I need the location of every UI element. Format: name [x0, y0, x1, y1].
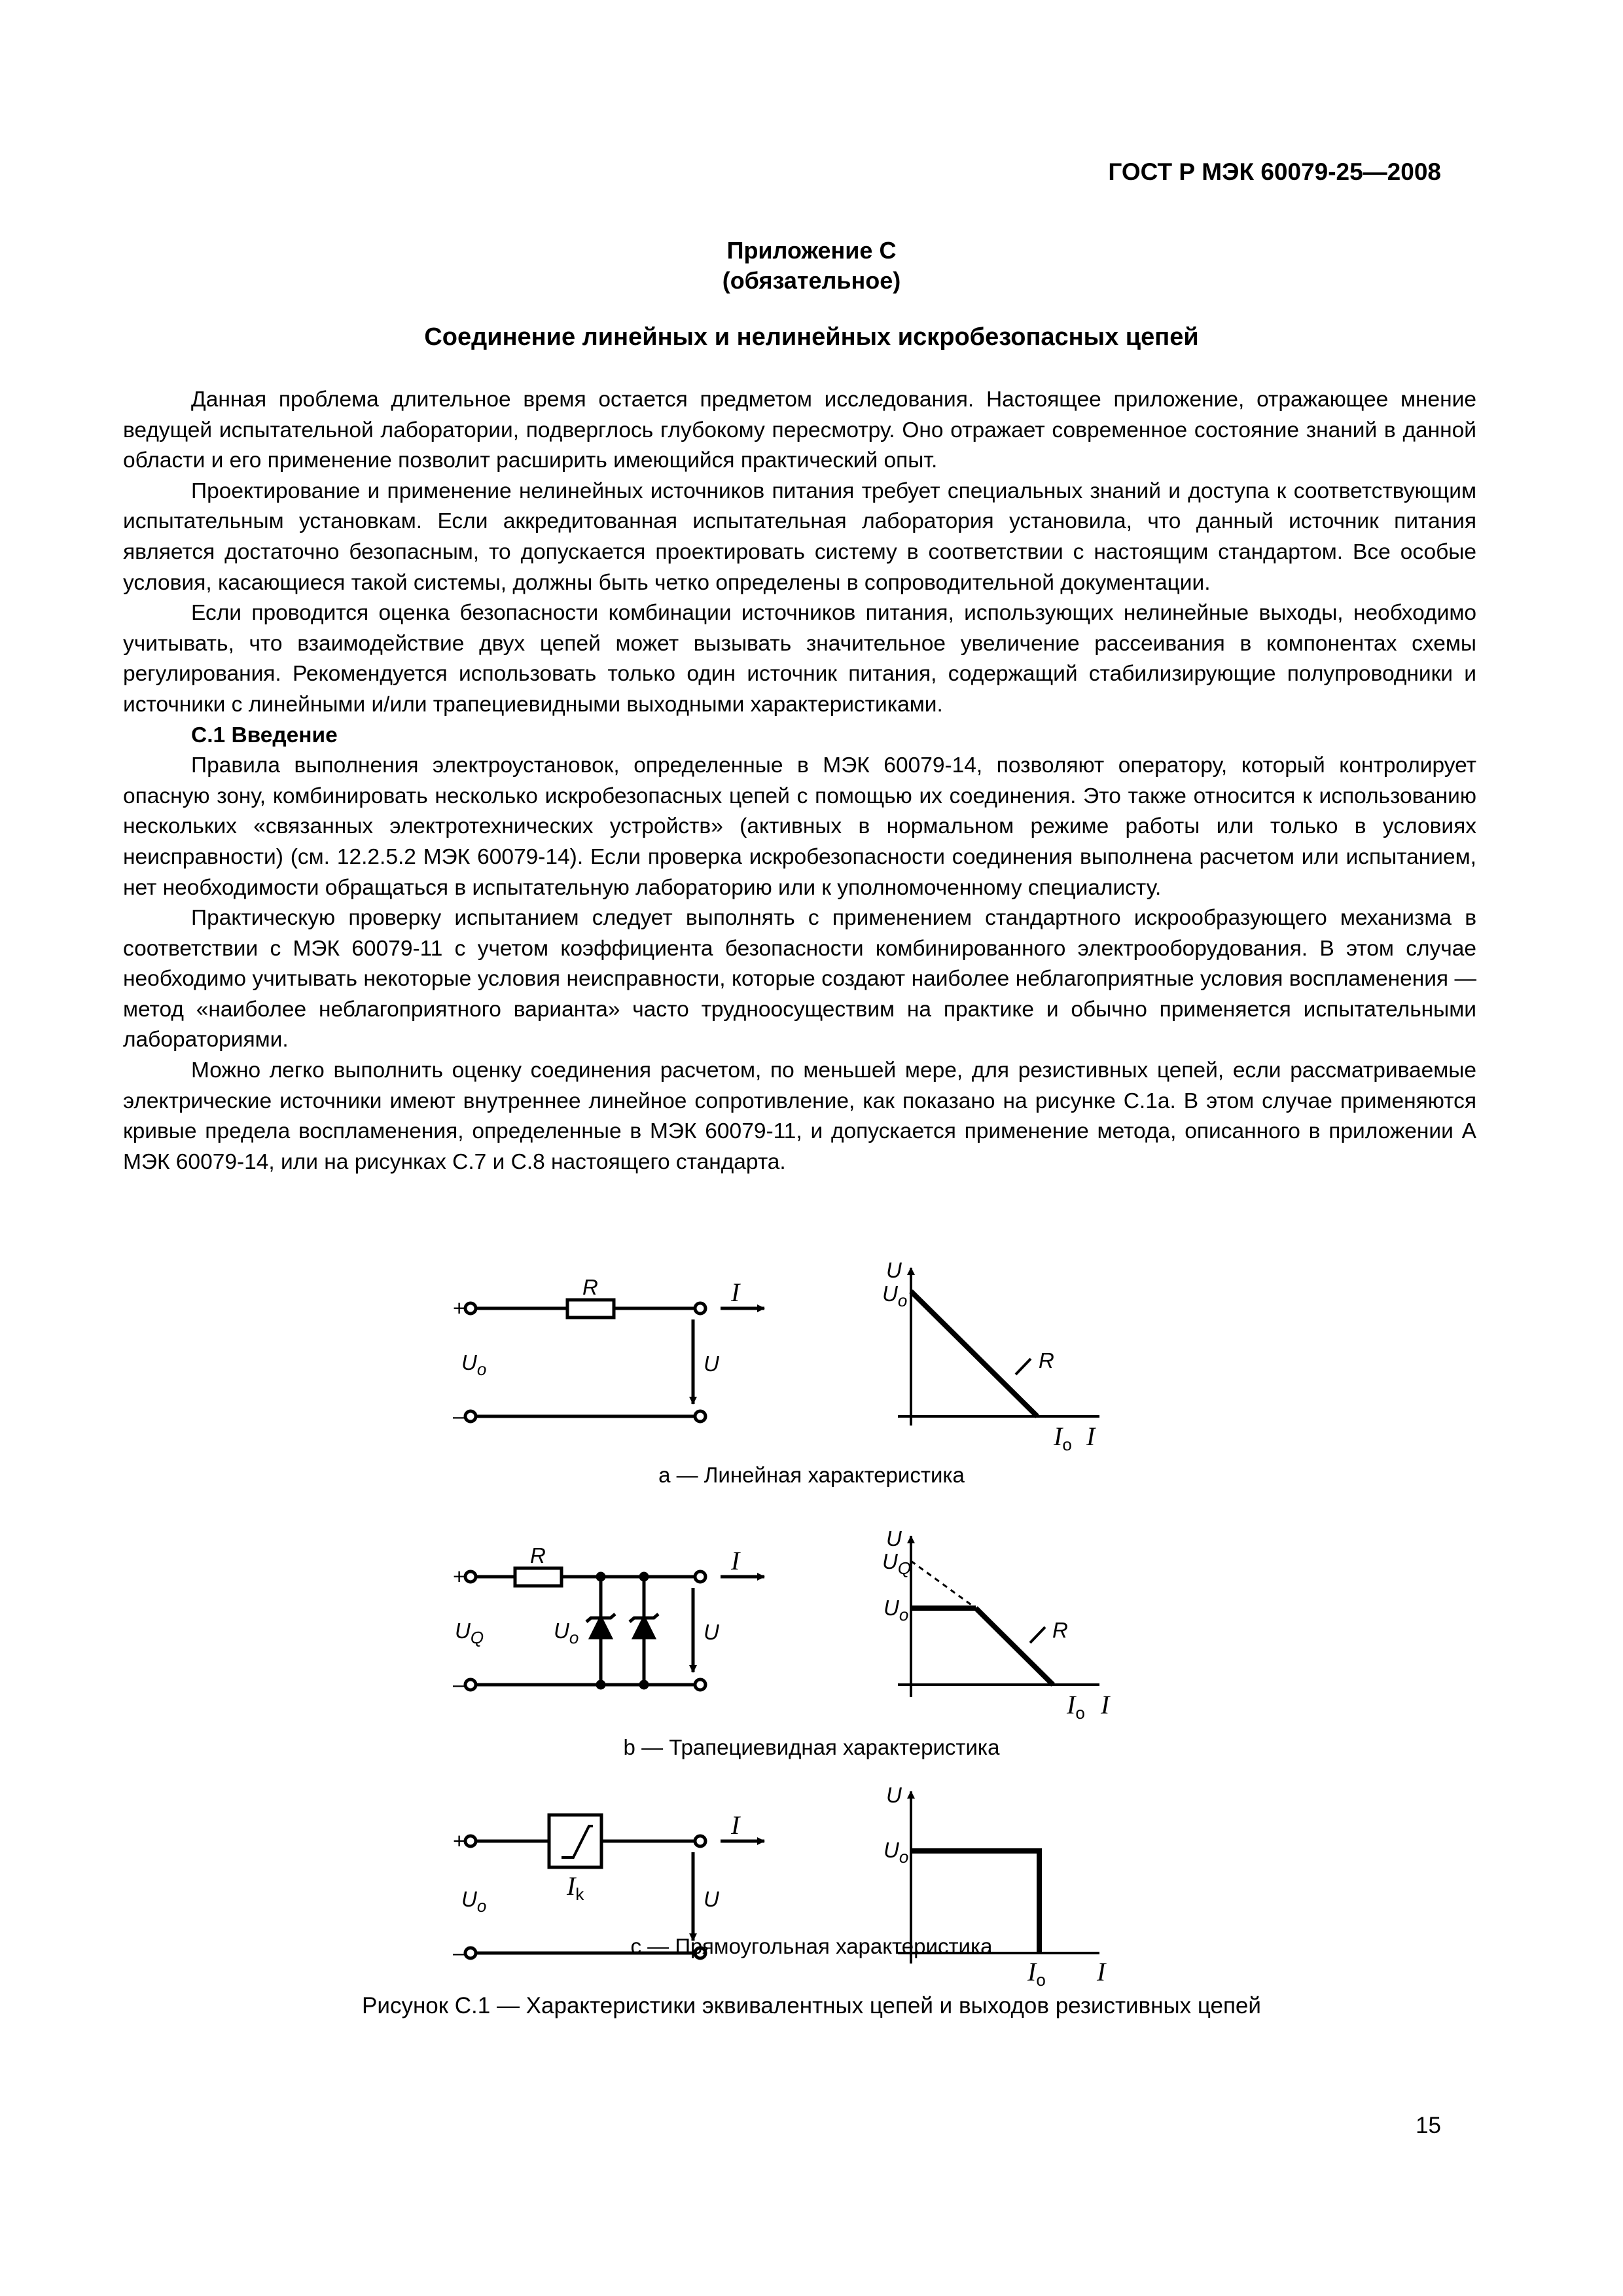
r-line-label: R	[1039, 1348, 1054, 1372]
r-line-label: R	[1052, 1618, 1068, 1642]
caption-a: а — Линейная характеристика	[658, 1463, 965, 1487]
paragraph: Практическую проверку испытанием следует выполнять с применением стандартного искрообразующего механизма в соответствии с МЭК 60079-11 с учетом коэффициента безопасности комбинированного электрооборудования. В этом случае необходимо учитывать некоторые условия неисправности, которые создают наиболее неблагоприятные условия воспламенения — метод «наиболее неблагоприятного варианта» часто трудноосуществим на практике и обычно применяется испытательными лабораториями.	[123, 906, 1476, 1052]
resistor-symbol	[515, 1568, 562, 1586]
paragraph: Можно легко выполнить оценку соединения расчетом, по меньшей мере, для резистивных цепей, если рассматриваемые электрические источники имеют внутреннее линейное сопротивление, как показано на рисунке С.1а. В этом случае применяются кривые предела воспламенения, определенные в МЭК 60079-11, и допускается применение метода, описанного в приложении А МЭК 60079-14, или на рисунках С.7 и С.8 настоящего стандарта.	[123, 1058, 1476, 1174]
paragraph: Если проводится оценка безопасности комбинации источников питания, использующих нелинейные выходы, необходимо учитывать, что взаимодействие двух цепей может вызывать значительное увеличение рассеивания в компонентах схемы регулирования. Рекомендуется использовать только один источник питания, содержащий стабилизирующие полупроводники и источники с линейными и/или трапециевидными выходными характеристиками.	[123, 601, 1476, 717]
appendix-status: (обязательное)	[722, 267, 901, 294]
minus-terminal-label: –	[453, 1941, 465, 1965]
circuit-a-labels	[453, 1275, 741, 1428]
appendix-title: Соединение линейных и нелинейных искробезопасных цепей	[424, 323, 1199, 351]
plus-terminal-label: +	[453, 1296, 466, 1320]
u-axis-label: U	[886, 1258, 902, 1282]
plus-terminal-label: +	[453, 1829, 466, 1853]
u-axis-label: U	[886, 1783, 902, 1807]
i-axis-label: I	[1101, 1690, 1110, 1719]
uo-tick-label: $U_o$	[882, 1282, 908, 1310]
zener-voltage-label: $U_o$	[554, 1619, 579, 1647]
chart-b-trapezoidal	[898, 1536, 1099, 1697]
chart-a-labels	[882, 1258, 1096, 1454]
current-limiter-symbol	[549, 1815, 601, 1867]
resistor-label: R	[582, 1275, 598, 1299]
zener-diode-symbol	[630, 1577, 658, 1685]
voltage-label: U	[704, 1620, 719, 1644]
source-voltage-label: $U_o$	[461, 1887, 487, 1916]
uq-tick-label: $U_Q$	[882, 1549, 912, 1578]
supply-voltage-label: $U_Q$	[455, 1619, 484, 1647]
chart-a-linear	[898, 1268, 1099, 1426]
resistor-symbol	[567, 1300, 614, 1318]
section-heading: С.1 Введение	[191, 723, 338, 747]
circuit-b-labels	[453, 1543, 741, 1696]
paragraph: Правила выполнения электроустановок, определенные в МЭК 60079-14, позволяют оператору, который контролирует опасную зону, комбинировать несколько искробезопасных цепей с помощью их соединения. Это также относится к использованию нескольких «связанных электротехнических устройств» (активных в нормальном режиме работы или только в условиях неисправности) (см. 12.2.5.2 МЭК 60079-14). Если проверка искробезопасности соединения выполнена расчетом или испытанием, нет необходимости обращаться в испытательную лабораторию или к уполномоченному специалисту.	[123, 753, 1476, 900]
i-axis-label: I	[1097, 1957, 1106, 1986]
circuit-a-linear	[465, 1300, 764, 1422]
appendix-label: Приложение С	[726, 237, 897, 264]
uo-tick-label: $U_o$	[883, 1596, 909, 1624]
source-voltage-label: $U_o$	[461, 1350, 487, 1379]
minus-terminal-label: –	[453, 1404, 465, 1428]
figure-title: Рисунок С.1 — Характеристики эквивалентных цепей и выходов резистивных цепей	[362, 1993, 1261, 2018]
io-tick-label: $I_o$	[1027, 1957, 1046, 1990]
caption-c: с — Прямоугольная характеристика	[630, 1934, 993, 1958]
u-axis-label: U	[886, 1526, 902, 1551]
i-axis-label: I	[1086, 1422, 1096, 1451]
current-label: I	[731, 1278, 740, 1307]
voltage-label: U	[704, 1887, 719, 1911]
current-label: I	[731, 1810, 740, 1840]
paragraph: Проектирование и применение нелинейных источников питания требует специальных знаний и доступа к соответствующим испытательным установкам. Если аккредитованная испытательная лаборатория установила, что данный источник питания является достаточно безопасным, то допускается проектировать систему в соответствии с настоящим стандартом. Все особые условия, касающиеся такой системы, должны быть четко определены в сопроводительной документации.	[123, 478, 1476, 595]
limit-current-label: $I_k$	[567, 1871, 584, 1904]
paragraph: Данная проблема длительное время остается предметом исследования. Настоящее приложение, отражающее мнение ведущей испытательной лаборатории, подверглось глубокому пересмотру. Оно отражает современное состояние знаний в данной области и его применение позволит расширить имеющийся практический опыт.	[123, 387, 1476, 473]
resistor-label: R	[530, 1543, 546, 1568]
uo-tick-label: $U_o$	[883, 1838, 909, 1867]
chart-b-labels	[882, 1526, 1111, 1723]
zener-diode-symbol	[586, 1577, 615, 1685]
document-standard-header: ГОСТ Р МЭК 60079-25—2008	[1108, 158, 1441, 185]
circuit-b-trapezoidal	[465, 1568, 764, 1690]
caption-b: b — Трапециевидная характеристика	[623, 1735, 1000, 1759]
plus-terminal-label: +	[453, 1564, 466, 1588]
current-label: I	[731, 1546, 740, 1575]
io-tick-label: $I_o$	[1067, 1690, 1085, 1723]
voltage-label: U	[704, 1352, 719, 1376]
io-tick-label: $I_o$	[1054, 1422, 1072, 1454]
page-number: 15	[1416, 2113, 1441, 2138]
minus-terminal-label: –	[453, 1672, 465, 1696]
